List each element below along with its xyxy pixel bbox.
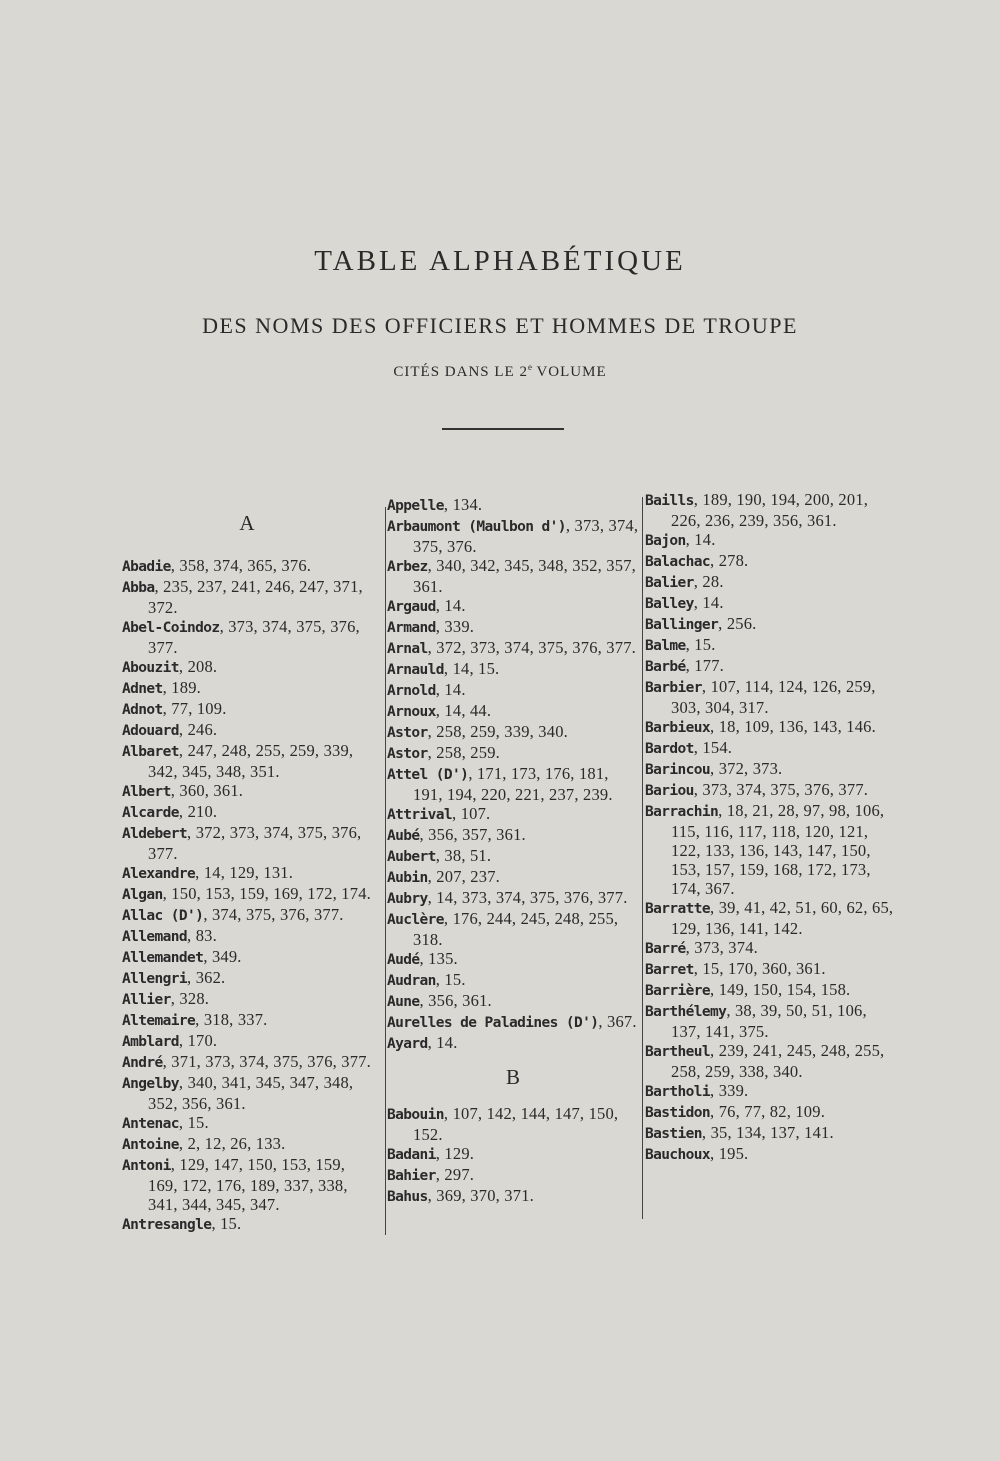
- index-entry: [645, 635, 897, 656]
- entry-name: Alcarde: [122, 805, 179, 821]
- entry-name: Bajon: [645, 533, 686, 549]
- index-entry: [645, 656, 897, 677]
- index-entry: [387, 556, 639, 596]
- entry-name: André: [122, 1055, 163, 1071]
- entry-name: Bahus: [387, 1189, 428, 1205]
- entry-page-refs: , 372, 373, 374, 375, 376, 377.: [148, 823, 362, 863]
- entry-page-refs: , 371, 373, 374, 375, 376, 377.: [162, 1052, 371, 1071]
- entry-page-refs: , 210.: [178, 802, 218, 821]
- entry-name: Barincou: [645, 762, 711, 778]
- entry-page-refs: , 235, 237, 241, 246, 247, 371, 372.: [148, 577, 363, 617]
- index-entry: [645, 593, 897, 614]
- index-column-1: [122, 510, 372, 1235]
- index-entry: [122, 556, 372, 577]
- index-entry: [122, 863, 372, 884]
- entry-name: Barbieux: [645, 720, 711, 736]
- index-entry: [122, 1073, 372, 1113]
- index-entry: [122, 577, 372, 617]
- title-divider: [442, 428, 564, 430]
- entry-name: Balier: [645, 575, 694, 591]
- entry-name: Arnold: [387, 683, 436, 699]
- index-entry: [645, 1144, 897, 1165]
- entry-page-refs: , 14.: [427, 1033, 458, 1052]
- entry-name: Balley: [645, 596, 694, 612]
- entry-page-refs: , 14.: [435, 596, 466, 615]
- entry-name: Audé: [387, 952, 420, 968]
- index-entry: [387, 596, 639, 617]
- entry-name: Bauchoux: [645, 1147, 711, 1163]
- index-entry: [645, 717, 897, 738]
- entry-name: Antoni: [122, 1158, 171, 1174]
- entry-page-refs: , 38, 51.: [435, 846, 492, 865]
- volume-note-suffix: VOLUME: [531, 364, 607, 380]
- entry-page-refs: , 208.: [178, 657, 218, 676]
- entry-page-refs: , 15.: [211, 1214, 242, 1233]
- index-entry: [645, 1123, 897, 1144]
- index-entry: [122, 657, 372, 678]
- entry-page-refs: , 367.: [598, 1012, 637, 1031]
- index-entry: [645, 677, 897, 717]
- index-entry: [387, 1144, 639, 1165]
- index-entry: [122, 1134, 372, 1155]
- index-entry: [645, 490, 897, 530]
- entry-name: Auclère: [387, 912, 444, 928]
- index-entry: [387, 970, 639, 991]
- entry-page-refs: , 2, 12, 26, 133.: [178, 1134, 286, 1153]
- entry-page-refs: , 373, 374, 375, 376.: [413, 516, 639, 556]
- index-entry: [645, 780, 897, 801]
- volume-note-text: CITÉS DANS LE 2: [393, 364, 528, 380]
- entry-name: Arnauld: [387, 662, 444, 678]
- entry-page-refs: , 14.: [435, 680, 466, 699]
- entry-page-refs: , 328.: [170, 989, 210, 1008]
- index-entry: [645, 898, 897, 938]
- index-entry: [387, 516, 639, 556]
- entry-page-refs: , 14, 129, 131.: [195, 863, 294, 882]
- entry-name: Astor: [387, 725, 428, 741]
- entry-name: Arbaumont (Maulbon d'): [387, 519, 566, 535]
- entry-name: Bastien: [645, 1126, 702, 1142]
- entry-name: Alexandre: [122, 866, 196, 882]
- entry-page-refs: , 247, 248, 255, 259, 339, 342, 345, 348, 351.: [148, 741, 354, 781]
- column-separator: [385, 507, 386, 1235]
- entry-page-refs: , 258, 259, 339, 340.: [427, 722, 568, 741]
- entry-page-refs: , 129, 147, 150, 153, 159, 169, 172, 176, 189, 337, 338, 341, 344, 345, 347.: [148, 1155, 348, 1214]
- entry-name: Astor: [387, 746, 428, 762]
- entry-name: Arnal: [387, 641, 428, 657]
- section-letter: B: [505, 1065, 520, 1089]
- entry-name: Balachac: [645, 554, 711, 570]
- entry-name: Armand: [387, 620, 436, 636]
- entry-page-refs: , 340, 341, 345, 347, 348, 352, 356, 361.: [148, 1073, 354, 1113]
- entry-name: Arnoux: [387, 704, 436, 720]
- index-entry: [122, 1155, 372, 1214]
- entry-page-refs: , 373, 374, 375, 376, 377.: [148, 617, 360, 657]
- entry-name: Allemand: [122, 929, 188, 945]
- entry-name: Barbier: [645, 680, 702, 696]
- index-entry: [387, 617, 639, 638]
- entry-name: Bardot: [645, 741, 694, 757]
- index-entry: [645, 1041, 897, 1081]
- index-entry: [122, 1010, 372, 1031]
- entry-name: Allier: [122, 992, 171, 1008]
- entry-name: Angelby: [122, 1076, 179, 1092]
- entry-page-refs: , 372, 373.: [710, 759, 783, 778]
- entry-name: Ballinger: [645, 617, 719, 633]
- entry-page-refs: , 154.: [693, 738, 733, 757]
- index-entry: [387, 1012, 639, 1033]
- entry-page-refs: , 14.: [685, 530, 716, 549]
- index-entry: [645, 938, 897, 959]
- index-entry: [645, 801, 897, 898]
- index-entry: [122, 741, 372, 781]
- index-entry: [122, 947, 372, 968]
- index-entry: [122, 926, 372, 947]
- entry-page-refs: , 374, 375, 376, 377.: [203, 905, 344, 924]
- entry-page-refs: , 35, 134, 137, 141.: [701, 1123, 834, 1142]
- index-entry: [645, 980, 897, 1001]
- entry-page-refs: , 15.: [685, 635, 716, 654]
- entry-name: Bariou: [645, 783, 694, 799]
- column-separator: [642, 497, 643, 1219]
- index-entry: [122, 968, 372, 989]
- entry-name: Barré: [645, 941, 686, 957]
- index-column-3: [645, 490, 897, 1165]
- entry-name: Amblard: [122, 1034, 179, 1050]
- index-entry: [645, 614, 897, 635]
- index-entry: [387, 846, 639, 867]
- entry-name: Bahier: [387, 1168, 436, 1184]
- entry-page-refs: , 149, 150, 154, 158.: [710, 980, 851, 999]
- page-subtitle: DES NOMS DES OFFICIERS ET HOMMES DE TROUPE: [202, 313, 798, 338]
- entry-page-refs: , 15, 170, 360, 361.: [693, 959, 826, 978]
- entry-page-refs: , 77, 109.: [162, 699, 227, 718]
- entry-page-refs: , 171, 173, 176, 181, 191, 194, 220, 221, 237, 239.: [413, 764, 613, 804]
- index-entry: [122, 1031, 372, 1052]
- entry-page-refs: , 297.: [435, 1165, 475, 1184]
- entry-page-refs: , 14.: [693, 593, 724, 612]
- index-entry: [122, 678, 372, 699]
- entry-name: Barrière: [645, 983, 711, 999]
- entry-name: Attrival: [387, 807, 453, 823]
- entry-name: Altemaire: [122, 1013, 196, 1029]
- entry-name: Baills: [645, 493, 694, 509]
- index-entry: [645, 530, 897, 551]
- index-entry: [387, 949, 639, 970]
- entry-name: Abel-Coindoz: [122, 620, 220, 636]
- entry-name: Aldebert: [122, 826, 188, 842]
- entry-page-refs: , 28.: [693, 572, 724, 591]
- index-entry: [122, 802, 372, 823]
- index-entry: [387, 909, 639, 949]
- section-letter: A: [239, 511, 255, 535]
- index-entry: [387, 1165, 639, 1186]
- entry-page-refs: , 170.: [178, 1031, 218, 1050]
- index-entry: [122, 905, 372, 926]
- entry-page-refs: , 340, 342, 345, 348, 352, 357, 361.: [413, 556, 636, 596]
- entry-name: Abba: [122, 580, 155, 596]
- entry-name: Aubry: [387, 891, 428, 907]
- entry-page-refs: , 369, 370, 371.: [427, 1186, 534, 1205]
- index-entry: [645, 738, 897, 759]
- entry-name: Argaud: [387, 599, 436, 615]
- entry-name: Aurelles de Paladines (D'): [387, 1015, 599, 1031]
- entry-page-refs: , 189, 190, 194, 200, 201, 226, 236, 239, 356, 361.: [671, 490, 869, 530]
- index-entry: [645, 1001, 897, 1041]
- entry-name: Aubin: [387, 870, 428, 886]
- entry-name: Babouin: [387, 1107, 444, 1123]
- entry-page-refs: , 39, 41, 42, 51, 60, 62, 65, 129, 136, 141, 142.: [671, 898, 894, 938]
- index-entry: [387, 722, 639, 743]
- index-entry: [645, 551, 897, 572]
- index-entry: [645, 1102, 897, 1123]
- entry-page-refs: , 134.: [443, 495, 483, 514]
- entry-page-refs: , 362.: [187, 968, 226, 987]
- index-entry: [645, 959, 897, 980]
- entry-name: Abadie: [122, 559, 171, 575]
- entry-page-refs: , 176, 244, 245, 248, 255, 318.: [413, 909, 619, 949]
- entry-page-refs: , 372, 373, 374, 375, 376, 377.: [427, 638, 636, 657]
- entry-name: Barthélemy: [645, 1004, 727, 1020]
- entry-name: Badani: [387, 1147, 436, 1163]
- entry-page-refs: , 356, 361.: [419, 991, 492, 1010]
- entry-page-refs: , 129.: [435, 1144, 475, 1163]
- index-entry: [122, 1052, 372, 1073]
- index-entry: [645, 572, 897, 593]
- entry-name: Ayard: [387, 1036, 428, 1052]
- index-entry: [387, 888, 639, 909]
- index-entry: [387, 1186, 639, 1207]
- index-entry: [122, 823, 372, 863]
- entry-page-refs: , 83.: [187, 926, 217, 945]
- entry-name: Barratte: [645, 901, 711, 917]
- entry-page-refs: , 195.: [710, 1144, 749, 1163]
- entry-name: Albaret: [122, 744, 179, 760]
- index-entry: [387, 680, 639, 701]
- index-entry: [645, 759, 897, 780]
- index-entry: [122, 1113, 372, 1134]
- entry-name: Abouzit: [122, 660, 179, 676]
- entry-page-refs: , 278.: [710, 551, 749, 570]
- entry-page-refs: , 15.: [435, 970, 466, 989]
- index-entry: [387, 659, 639, 680]
- entry-name: Barbé: [645, 659, 686, 675]
- volume-note: [0, 362, 1000, 381]
- entry-name: Algan: [122, 887, 163, 903]
- entry-page-refs: , 360, 361.: [170, 781, 244, 800]
- entry-name: Allemandet: [122, 950, 204, 966]
- entry-name: Aubert: [387, 849, 436, 865]
- entry-page-refs: , 38, 39, 50, 51, 106, 137, 141, 375.: [671, 1001, 867, 1041]
- entry-page-refs: , 239, 241, 245, 248, 255, 258, 259, 338, 340.: [671, 1041, 885, 1081]
- index-entry: [645, 1081, 897, 1102]
- entry-page-refs: , 246.: [178, 720, 218, 739]
- entry-page-refs: , 207, 237.: [427, 867, 500, 886]
- entry-page-refs: , 339.: [435, 617, 475, 636]
- index-entry: [122, 884, 372, 905]
- index-entry: [387, 867, 639, 888]
- entry-name: Allengri: [122, 971, 188, 987]
- entry-page-refs: , 76, 77, 82, 109.: [710, 1102, 826, 1121]
- entry-name: Allac (D'): [122, 908, 204, 924]
- entry-page-refs: , 14, 15.: [443, 659, 500, 678]
- entry-page-refs: , 107.: [452, 804, 491, 823]
- entry-page-refs: , 15.: [178, 1113, 209, 1132]
- entry-page-refs: , 18, 109, 136, 143, 146.: [710, 717, 876, 736]
- entry-name: Adnot: [122, 702, 163, 718]
- index-entry: [122, 720, 372, 741]
- index-entry: [122, 781, 372, 802]
- index-entry: [387, 991, 639, 1012]
- entry-name: Aubé: [387, 828, 420, 844]
- entry-name: Bastidon: [645, 1105, 711, 1121]
- entry-page-refs: , 256.: [718, 614, 757, 633]
- volume-note-sup: e: [527, 362, 532, 372]
- entry-name: Adouard: [122, 723, 179, 739]
- entry-page-refs: , 373, 374.: [685, 938, 758, 957]
- index-entry: [387, 743, 639, 764]
- entry-name: Antresangle: [122, 1217, 212, 1233]
- index-entry: [387, 825, 639, 846]
- entry-page-refs: , 358, 374, 365, 376.: [170, 556, 312, 575]
- entry-name: Antenac: [122, 1116, 179, 1132]
- page-title: TABLE ALPHABÉTIQUE: [314, 245, 686, 277]
- entry-name: Arbez: [387, 559, 428, 575]
- entry-name: Albert: [122, 784, 171, 800]
- entry-page-refs: , 14, 44.: [435, 701, 492, 720]
- entry-page-refs: , 339.: [710, 1081, 749, 1100]
- entry-name: Aune: [387, 994, 420, 1010]
- index-entry: [122, 1214, 372, 1235]
- entry-page-refs: , 373, 374, 375, 376, 377.: [693, 780, 869, 799]
- entry-page-refs: , 18, 21, 28, 97, 98, 106, 115, 116, 117, 118, 120, 121, 122, 133, 136, 143, 147, 150, 153, 157, 159, 168, 172, 173, 174, 367.: [671, 801, 885, 898]
- entry-page-refs: , 107, 114, 124, 126, 259, 303, 304, 317.: [671, 677, 876, 717]
- entry-page-refs: , 14, 373, 374, 375, 376, 377.: [427, 888, 628, 907]
- index-entry: [387, 638, 639, 659]
- index-entry: [122, 699, 372, 720]
- entry-name: Attel (D'): [387, 767, 469, 783]
- entry-page-refs: , 258, 259.: [427, 743, 500, 762]
- entry-page-refs: , 150, 153, 159, 169, 172, 174.: [162, 884, 371, 903]
- entry-page-refs: , 135.: [419, 949, 458, 968]
- entry-name: Appelle: [387, 498, 444, 514]
- index-entry: [387, 764, 639, 804]
- entry-name: Barrachin: [645, 804, 719, 820]
- index-column-2: [387, 495, 639, 1207]
- entry-page-refs: , 107, 142, 144, 147, 150, 152.: [413, 1104, 619, 1144]
- entry-page-refs: , 177.: [685, 656, 724, 675]
- entry-page-refs: , 356, 357, 361.: [419, 825, 526, 844]
- index-entry: [387, 701, 639, 722]
- entry-page-refs: , 349.: [203, 947, 242, 966]
- index-entry: [387, 804, 639, 825]
- entry-name: Antoine: [122, 1137, 179, 1153]
- entry-name: Adnet: [122, 681, 163, 697]
- index-entry: [122, 989, 372, 1010]
- index-entry: [387, 1033, 639, 1054]
- entry-name: Bartheul: [645, 1044, 711, 1060]
- entry-page-refs: , 189.: [162, 678, 201, 697]
- index-entry: [387, 1104, 639, 1144]
- entry-name: Bartholi: [645, 1084, 711, 1100]
- entry-name: Balme: [645, 638, 686, 654]
- entry-name: Audran: [387, 973, 436, 989]
- entry-name: Barret: [645, 962, 694, 978]
- index-entry: [387, 495, 639, 516]
- entry-page-refs: , 318, 337.: [195, 1010, 268, 1029]
- index-entry: [122, 617, 372, 657]
